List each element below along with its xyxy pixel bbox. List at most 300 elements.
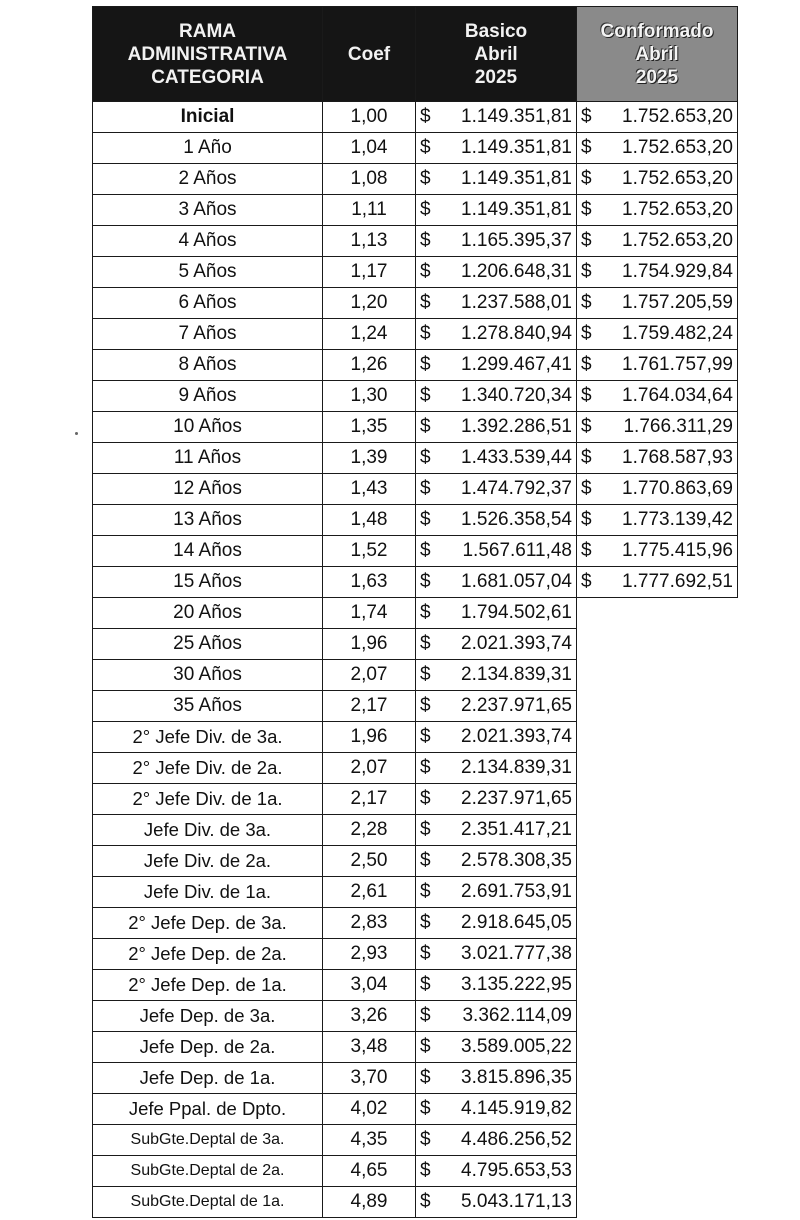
empty-cell <box>577 784 738 815</box>
table-row <box>93 784 738 815</box>
basico-cell <box>416 877 577 908</box>
coef-cell: 1,20 <box>323 288 416 319</box>
coef-cell: 2,93 <box>323 939 416 970</box>
coef-cell: 1,52 <box>323 536 416 567</box>
currency-symbol: $ <box>420 881 431 902</box>
coef-cell: 1,39 <box>323 443 416 474</box>
basico-cell <box>416 133 577 164</box>
table-row <box>93 753 738 784</box>
scan-speck <box>75 432 78 435</box>
coef-cell: 1,04 <box>323 133 416 164</box>
empty-cell <box>577 970 738 1001</box>
basico-cell <box>416 474 577 505</box>
header-conformado-line: Abril <box>635 43 679 65</box>
table-row <box>93 133 738 164</box>
table-row <box>93 443 738 474</box>
currency-symbol: $ <box>420 726 431 747</box>
category-cell: 8 Años <box>93 350 323 381</box>
basico-value: 4.486.256,52 <box>461 1129 572 1150</box>
conformado-cell <box>577 133 738 164</box>
basico-value: 2.237.971,65 <box>461 788 572 809</box>
table-row <box>93 939 738 970</box>
currency-symbol: $ <box>581 509 592 530</box>
conformado-value: 1.757.205,59 <box>622 292 733 313</box>
coef-cell: 4,89 <box>323 1187 416 1218</box>
category-cell: 12 Años <box>93 474 323 505</box>
currency-symbol: $ <box>420 261 431 282</box>
conformado-cell <box>577 381 738 412</box>
conformado-value: 1.752.653,20 <box>622 168 733 189</box>
category-cell: 7 Años <box>93 319 323 350</box>
table-row <box>93 1032 738 1063</box>
empty-cell <box>577 908 738 939</box>
basico-cell <box>416 660 577 691</box>
table-row <box>93 567 738 598</box>
currency-symbol: $ <box>581 540 592 561</box>
table-body <box>93 102 738 1218</box>
coef-cell: 4,02 <box>323 1094 416 1125</box>
currency-symbol: $ <box>420 230 431 251</box>
conformado-cell <box>577 350 738 381</box>
conformado-value: 1.754.929,84 <box>622 261 733 282</box>
basico-value: 1.149.351,81 <box>461 199 572 220</box>
currency-symbol: $ <box>420 416 431 437</box>
basico-cell <box>416 598 577 629</box>
basico-value: 1.340.720,34 <box>461 385 572 406</box>
table-row <box>93 1187 738 1218</box>
currency-symbol: $ <box>420 974 431 995</box>
currency-symbol: $ <box>581 416 592 437</box>
table-header-row <box>93 7 738 102</box>
conformado-value: 1.764.034,64 <box>622 385 733 406</box>
basico-cell <box>416 1001 577 1032</box>
currency-symbol: $ <box>581 230 592 251</box>
category-cell: Jefe Dep. de 3a. <box>93 1001 323 1032</box>
category-cell: 14 Años <box>93 536 323 567</box>
basico-value: 4.795.653,53 <box>461 1160 572 1181</box>
conformado-cell <box>577 226 738 257</box>
currency-symbol: $ <box>420 1129 431 1150</box>
coef-cell: 1,30 <box>323 381 416 412</box>
empty-cell <box>577 691 738 722</box>
currency-symbol: $ <box>420 447 431 468</box>
coef-cell: 2,07 <box>323 660 416 691</box>
coef-cell: 1,96 <box>323 629 416 660</box>
basico-value: 1.526.358,54 <box>461 509 572 530</box>
coef-cell: 2,61 <box>323 877 416 908</box>
category-cell: Jefe Div. de 3a. <box>93 815 323 846</box>
category-cell: 10 Años <box>93 412 323 443</box>
category-cell: 4 Años <box>93 226 323 257</box>
category-cell: Jefe Div. de 1a. <box>93 877 323 908</box>
category-cell: 5 Años <box>93 257 323 288</box>
header-basico-line: Basico <box>464 20 528 42</box>
conformado-cell <box>577 195 738 226</box>
basico-cell <box>416 753 577 784</box>
table-row <box>93 1063 738 1094</box>
conformado-value: 1.752.653,20 <box>622 230 733 251</box>
conformado-value: 1.752.653,20 <box>622 199 733 220</box>
basico-value: 2.134.839,31 <box>461 664 572 685</box>
conformado-cell <box>577 443 738 474</box>
empty-cell <box>577 815 738 846</box>
currency-symbol: $ <box>420 602 431 623</box>
basico-value: 2.134.839,31 <box>461 757 572 778</box>
basico-cell <box>416 784 577 815</box>
category-cell: 20 Años <box>93 598 323 629</box>
basico-cell <box>416 443 577 474</box>
table-row <box>93 1156 738 1187</box>
coef-cell: 3,26 <box>323 1001 416 1032</box>
category-cell: 2° Jefe Div. de 3a. <box>93 722 323 753</box>
currency-symbol: $ <box>420 540 431 561</box>
currency-symbol: $ <box>420 819 431 840</box>
coef-cell: 2,17 <box>323 784 416 815</box>
empty-cell <box>577 660 738 691</box>
basico-cell <box>416 846 577 877</box>
basico-value: 2.021.393,74 <box>461 726 572 747</box>
empty-cell <box>577 629 738 660</box>
table-row <box>93 691 738 722</box>
basico-value: 4.145.919,82 <box>461 1098 572 1119</box>
category-cell: 6 Años <box>93 288 323 319</box>
currency-symbol: $ <box>420 168 431 189</box>
category-cell: 2 Años <box>93 164 323 195</box>
basico-value: 2.578.308,35 <box>461 850 572 871</box>
header-conformado-line: Conformado <box>600 20 714 42</box>
category-cell: 2° Jefe Dep. de 3a. <box>93 908 323 939</box>
table-row <box>93 257 738 288</box>
table-row <box>93 815 738 846</box>
basico-value: 1.278.840,94 <box>461 323 572 344</box>
header-coef <box>323 7 416 102</box>
currency-symbol: $ <box>420 695 431 716</box>
conformado-cell <box>577 412 738 443</box>
category-cell: 1 Año <box>93 133 323 164</box>
currency-symbol: $ <box>420 509 431 530</box>
basico-cell <box>416 1094 577 1125</box>
basico-value: 1.433.539,44 <box>461 447 572 468</box>
basico-value: 5.043.171,13 <box>461 1191 572 1212</box>
table-row <box>93 722 738 753</box>
basico-cell <box>416 1156 577 1187</box>
table-row <box>93 319 738 350</box>
coef-cell: 1,63 <box>323 567 416 598</box>
currency-symbol: $ <box>420 912 431 933</box>
conformado-value: 1.759.482,24 <box>622 323 733 344</box>
basico-cell <box>416 1032 577 1063</box>
coef-cell: 1,13 <box>323 226 416 257</box>
currency-symbol: $ <box>420 1036 431 1057</box>
empty-cell <box>577 1063 738 1094</box>
basico-value: 3.135.222,95 <box>461 974 572 995</box>
basico-value: 2.918.645,05 <box>461 912 572 933</box>
table-row <box>93 474 738 505</box>
currency-symbol: $ <box>420 1067 431 1088</box>
header-basico <box>416 7 577 102</box>
currency-symbol: $ <box>420 1005 431 1026</box>
category-cell: 30 Años <box>93 660 323 691</box>
coef-cell: 1,35 <box>323 412 416 443</box>
coef-cell: 3,70 <box>323 1063 416 1094</box>
basico-cell <box>416 505 577 536</box>
currency-symbol: $ <box>581 478 592 499</box>
conformado-value: 1.752.653,20 <box>622 106 733 127</box>
conformado-cell <box>577 288 738 319</box>
empty-cell <box>577 1125 738 1156</box>
coef-cell: 2,17 <box>323 691 416 722</box>
conformado-cell <box>577 319 738 350</box>
coef-cell: 3,04 <box>323 970 416 1001</box>
conformado-cell <box>577 536 738 567</box>
coef-cell: 1,08 <box>323 164 416 195</box>
basico-cell <box>416 288 577 319</box>
currency-symbol: $ <box>420 788 431 809</box>
currency-symbol: $ <box>581 199 592 220</box>
basico-cell <box>416 226 577 257</box>
conformado-value: 1.752.653,20 <box>622 137 733 158</box>
empty-cell <box>577 722 738 753</box>
category-cell: Inicial <box>93 102 323 133</box>
basico-cell <box>416 195 577 226</box>
conformado-value: 1.768.587,93 <box>622 447 733 468</box>
table-row <box>93 846 738 877</box>
table-row <box>93 598 738 629</box>
conformado-cell <box>577 102 738 133</box>
currency-symbol: $ <box>420 1191 431 1212</box>
currency-symbol: $ <box>420 323 431 344</box>
coef-cell: 1,00 <box>323 102 416 133</box>
conformado-value: 1.770.863,69 <box>622 478 733 499</box>
empty-cell <box>577 846 738 877</box>
basico-value: 3.362.114,09 <box>462 1005 572 1026</box>
empty-cell <box>577 877 738 908</box>
table-row <box>93 1094 738 1125</box>
basico-value: 1.567.611,48 <box>462 540 572 561</box>
basico-cell <box>416 1063 577 1094</box>
header-conformado <box>577 7 738 102</box>
header-categoria <box>93 7 323 102</box>
header-categoria-line: RAMA <box>179 20 236 42</box>
currency-symbol: $ <box>420 137 431 158</box>
table-row <box>93 1001 738 1032</box>
category-cell: 35 Años <box>93 691 323 722</box>
coef-cell: 2,28 <box>323 815 416 846</box>
basico-value: 3.021.777,38 <box>461 943 572 964</box>
coef-cell: 2,07 <box>323 753 416 784</box>
category-cell: Jefe Ppal. de Dpto. <box>93 1094 323 1125</box>
currency-symbol: $ <box>420 354 431 375</box>
basico-value: 1.299.467,41 <box>461 354 572 375</box>
empty-cell <box>577 598 738 629</box>
currency-symbol: $ <box>420 943 431 964</box>
empty-cell <box>577 1094 738 1125</box>
basico-cell <box>416 970 577 1001</box>
basico-cell <box>416 164 577 195</box>
currency-symbol: $ <box>420 571 431 592</box>
basico-cell <box>416 381 577 412</box>
currency-symbol: $ <box>581 137 592 158</box>
currency-symbol: $ <box>420 106 431 127</box>
basico-value: 1.794.502,61 <box>461 602 572 623</box>
category-cell: 2° Jefe Div. de 1a. <box>93 784 323 815</box>
category-cell: 9 Años <box>93 381 323 412</box>
category-cell: Jefe Div. de 2a. <box>93 846 323 877</box>
empty-cell <box>577 753 738 784</box>
table-row <box>93 970 738 1001</box>
basico-value: 1.237.588,01 <box>461 292 572 313</box>
currency-symbol: $ <box>581 354 592 375</box>
table-row <box>93 195 738 226</box>
coef-cell: 1,11 <box>323 195 416 226</box>
basico-cell <box>416 939 577 970</box>
table-row <box>93 164 738 195</box>
currency-symbol: $ <box>420 633 431 654</box>
table-row <box>93 381 738 412</box>
currency-symbol: $ <box>581 447 592 468</box>
basico-value: 1.474.792,37 <box>461 478 572 499</box>
currency-symbol: $ <box>581 385 592 406</box>
empty-cell <box>577 1156 738 1187</box>
coef-cell: 1,48 <box>323 505 416 536</box>
basico-cell <box>416 257 577 288</box>
table-row <box>93 350 738 381</box>
conformado-cell <box>577 164 738 195</box>
basico-value: 1.149.351,81 <box>461 106 572 127</box>
currency-symbol: $ <box>420 199 431 220</box>
basico-cell <box>416 691 577 722</box>
table-row <box>93 102 738 133</box>
coef-cell: 2,50 <box>323 846 416 877</box>
currency-symbol: $ <box>420 1098 431 1119</box>
table-row <box>93 1125 738 1156</box>
coef-cell: 1,74 <box>323 598 416 629</box>
table-row <box>93 505 738 536</box>
category-cell: Jefe Dep. de 1a. <box>93 1063 323 1094</box>
category-cell: 2° Jefe Dep. de 1a. <box>93 970 323 1001</box>
header-categoria-line: ADMINISTRATIVA <box>127 43 288 65</box>
basico-cell <box>416 908 577 939</box>
basico-cell <box>416 1187 577 1218</box>
basico-value: 1.206.648,31 <box>461 261 572 282</box>
category-cell: 25 Años <box>93 629 323 660</box>
table-row <box>93 536 738 567</box>
category-cell: 15 Años <box>93 567 323 598</box>
table-row <box>93 660 738 691</box>
basico-value: 1.681.057,04 <box>461 571 572 592</box>
currency-symbol: $ <box>420 850 431 871</box>
currency-symbol: $ <box>581 261 592 282</box>
coef-cell: 1,17 <box>323 257 416 288</box>
table-row <box>93 629 738 660</box>
conformado-value: 1.777.692,51 <box>622 571 733 592</box>
basico-cell <box>416 350 577 381</box>
empty-cell <box>577 1032 738 1063</box>
category-cell: SubGte.Deptal de 1a. <box>93 1187 323 1218</box>
category-cell: Jefe Dep. de 2a. <box>93 1032 323 1063</box>
basico-value: 1.149.351,81 <box>461 137 572 158</box>
category-cell: SubGte.Deptal de 3a. <box>93 1125 323 1156</box>
salary-table <box>92 6 738 1218</box>
conformado-value: 1.766.311,29 <box>623 416 733 437</box>
basico-value: 2.351.417,21 <box>461 819 572 840</box>
conformado-cell <box>577 567 738 598</box>
conformado-value: 1.775.415,96 <box>622 540 733 561</box>
basico-cell <box>416 1125 577 1156</box>
header-basico-line: 2025 <box>474 66 518 88</box>
coef-cell: 4,65 <box>323 1156 416 1187</box>
conformado-value: 1.761.757,99 <box>622 354 733 375</box>
category-cell: 11 Años <box>93 443 323 474</box>
coef-cell: 3,48 <box>323 1032 416 1063</box>
basico-cell <box>416 629 577 660</box>
table-row <box>93 412 738 443</box>
basico-cell <box>416 815 577 846</box>
coef-cell: 2,83 <box>323 908 416 939</box>
header-conformado-line: 2025 <box>635 66 679 88</box>
currency-symbol: $ <box>420 664 431 685</box>
category-cell: 2° Jefe Dep. de 2a. <box>93 939 323 970</box>
basico-value: 2.691.753,91 <box>461 881 572 902</box>
table-row <box>93 288 738 319</box>
basico-value: 2.021.393,74 <box>461 633 572 654</box>
conformado-cell <box>577 474 738 505</box>
currency-symbol: $ <box>420 757 431 778</box>
salary-sheet <box>92 6 738 1218</box>
header-categoria-line: CATEGORIA <box>151 66 264 88</box>
table-row <box>93 226 738 257</box>
category-cell: SubGte.Deptal de 2a. <box>93 1156 323 1187</box>
currency-symbol: $ <box>581 323 592 344</box>
table-row <box>93 877 738 908</box>
currency-symbol: $ <box>420 292 431 313</box>
basico-cell <box>416 567 577 598</box>
category-cell: 13 Años <box>93 505 323 536</box>
currency-symbol: $ <box>581 168 592 189</box>
conformado-value: 1.773.139,42 <box>622 509 733 530</box>
table-row <box>93 908 738 939</box>
coef-cell: 1,26 <box>323 350 416 381</box>
basico-value: 1.392.286,51 <box>461 416 572 437</box>
currency-symbol: $ <box>581 571 592 592</box>
basico-cell <box>416 412 577 443</box>
basico-cell <box>416 102 577 133</box>
basico-cell <box>416 722 577 753</box>
coef-cell: 1,96 <box>323 722 416 753</box>
basico-cell <box>416 536 577 567</box>
currency-symbol: $ <box>420 478 431 499</box>
coef-cell: 1,43 <box>323 474 416 505</box>
basico-cell <box>416 319 577 350</box>
basico-value: 3.589.005,22 <box>461 1036 572 1057</box>
basico-value: 2.237.971,65 <box>461 695 572 716</box>
header-basico-line: Abril <box>474 43 518 65</box>
coef-cell: 1,24 <box>323 319 416 350</box>
currency-symbol: $ <box>420 385 431 406</box>
currency-symbol: $ <box>581 292 592 313</box>
coef-cell: 4,35 <box>323 1125 416 1156</box>
conformado-cell <box>577 505 738 536</box>
basico-value: 1.165.395,37 <box>461 230 572 251</box>
category-cell: 2° Jefe Div. de 2a. <box>93 753 323 784</box>
currency-symbol: $ <box>420 1160 431 1181</box>
empty-cell <box>577 1187 738 1218</box>
currency-symbol: $ <box>581 106 592 127</box>
category-cell: 3 Años <box>93 195 323 226</box>
basico-value: 1.149.351,81 <box>461 168 572 189</box>
conformado-cell <box>577 257 738 288</box>
empty-cell <box>577 939 738 970</box>
